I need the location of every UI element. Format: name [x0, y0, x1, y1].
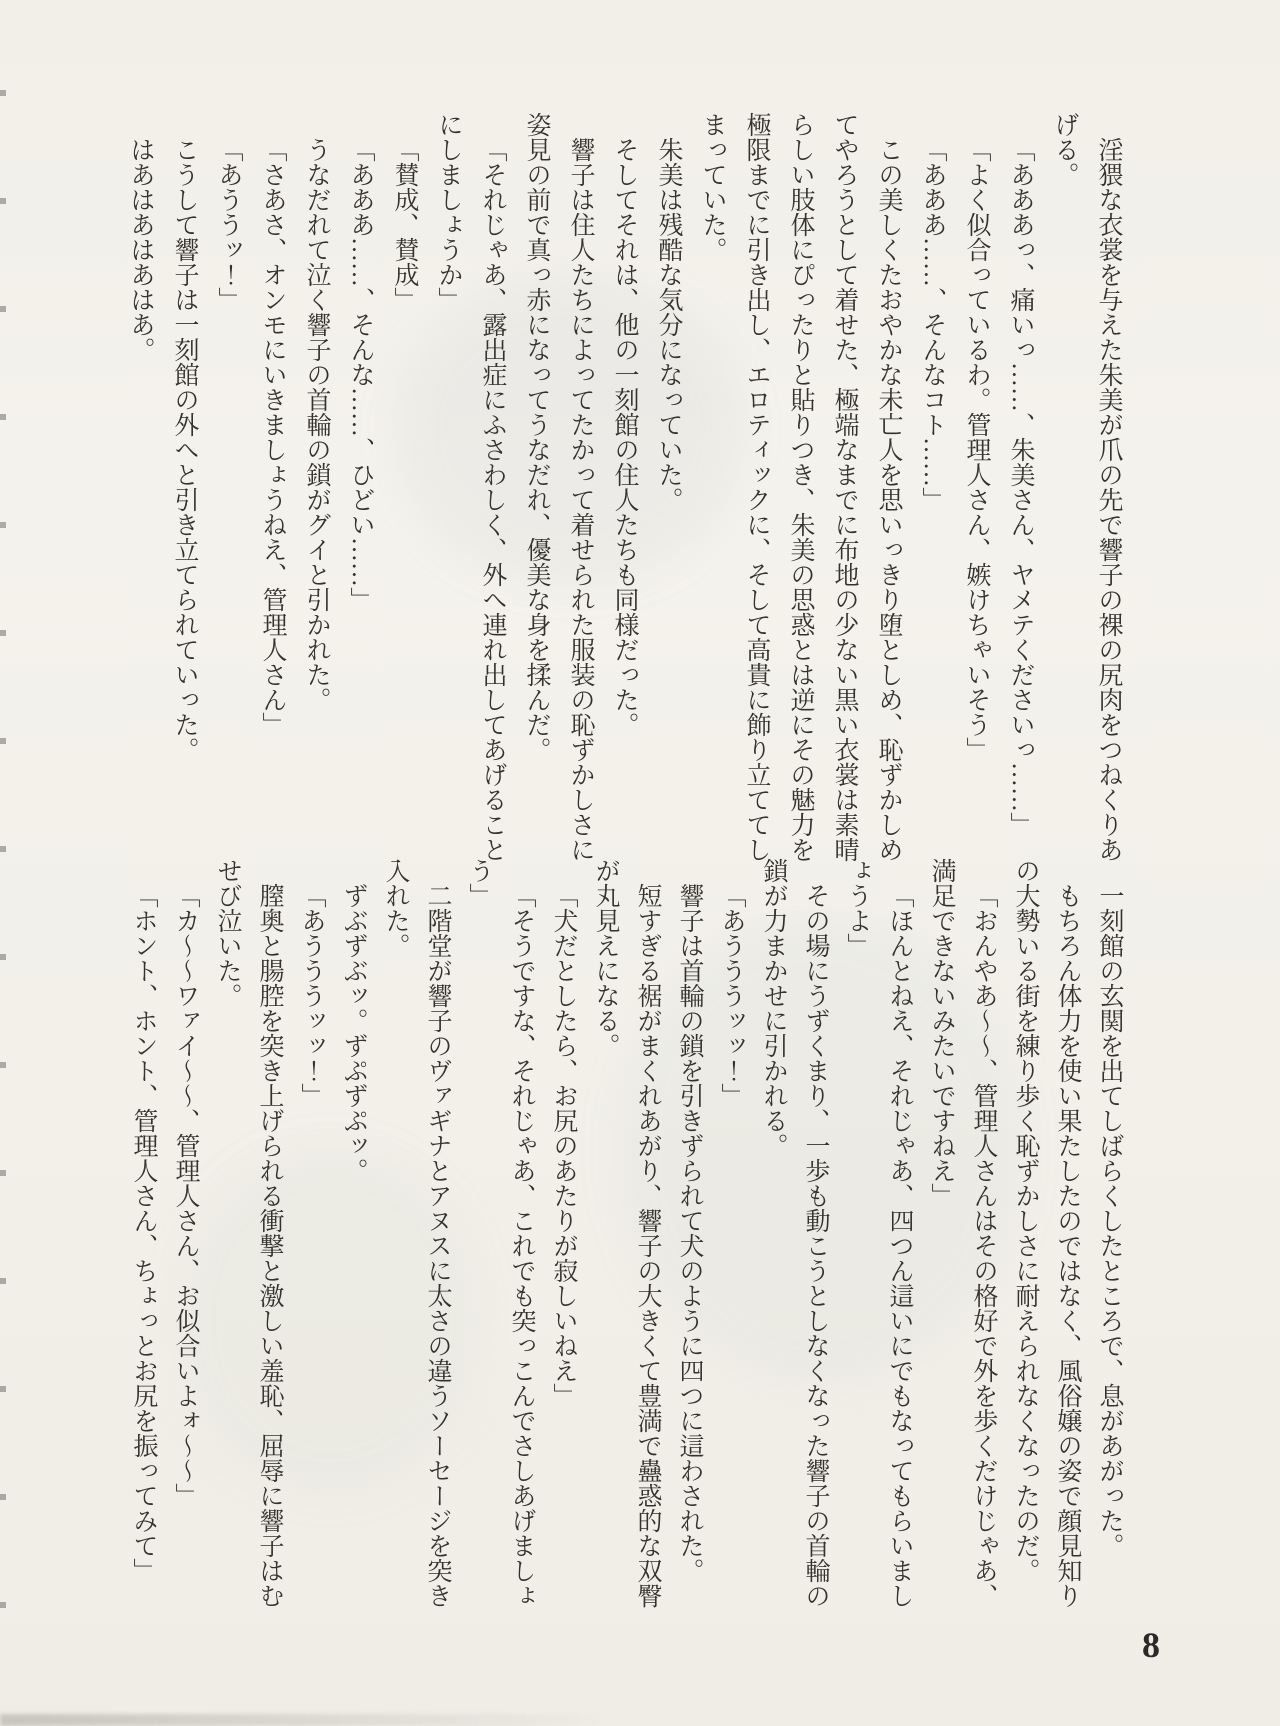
- paragraph: 「ほんとねえ、それじゃあ、四つん這いにでもなってもらいましょうよ」: [844, 858, 913, 1608]
- paragraph: 「ホント、ホント、管理人さん、ちょっとお尻を振ってみて」: [130, 883, 157, 1583]
- paragraph: 膣奥と腸腔を突き上げられる衝撃と激しい羞恥、屈辱に響子はむせび泣いた。: [214, 858, 283, 1608]
- paragraph: 響子は住人たちによってたかって着せられた服装の恥ずかしさに姿見の前で真っ赤になってうなだれ、優美な身を揉んだ。: [523, 112, 594, 862]
- paragraph: 一刻館の玄関を出てしばらくしたところで、息があがった。: [1096, 883, 1123, 1558]
- paragraph: 朱美は残酷な気分になっていた。: [655, 137, 682, 512]
- paragraph: ずぶずぶッ。ずぷずぷッ。: [340, 883, 367, 1183]
- paragraph: 「そうですな、それじゃあ、これでも突っこんでさしあげましょう」: [466, 858, 535, 1608]
- paragraph: 短すぎる裾がまくれあがり、響子の大きくて豊満で蠱惑的な双臀が丸見えになる。: [592, 858, 661, 1608]
- paragraph: 「あああっ、痛いっ……、朱美さん、ヤメテくださいっ……」: [1007, 137, 1034, 837]
- paragraph: 響子は首輪の鎖を引きずられて犬のように四つに這わされた。: [676, 883, 703, 1583]
- paragraph: うなだれて泣く響子の首輪の鎖がグイと引かれた。: [303, 137, 330, 712]
- paragraph: 二階堂が響子のヴァギナとアヌスに太さの違うソーセージを突き入れた。: [382, 858, 451, 1608]
- paragraph: はあはあはあはあ。: [127, 137, 154, 362]
- paragraph: 淫猥な衣裳を与えた朱美が爪の先で響子の裸の尻肉をつねくりあげる。: [1051, 112, 1122, 862]
- paragraph: 「それじゃあ、露出症にふさわしく、外へ連れ出してあげることにしましょうか」: [435, 112, 506, 862]
- scan-bottom-shadow: [0, 1714, 720, 1726]
- paragraph: 「よく似合っているわ。管理人さん、嫉けちゃいそう」: [963, 137, 990, 762]
- paragraph: 「あああ……、そんな……、ひどい……」: [347, 137, 374, 612]
- paragraph: もちろん体力を使い果たしたのではなく、風俗嬢の姿で顔見知りの大勢いる街を練り歩く恥ずかしさに耐えられなくなったのだ。: [1012, 858, 1081, 1608]
- paragraph: 「犬だとしたら、お尻のあたりが寂しいねえ」: [550, 883, 577, 1408]
- top-text-block: [118, 112, 1130, 864]
- scan-edge-artifacts: [0, 90, 6, 1660]
- paragraph: 「賛成、賛成」: [391, 137, 418, 312]
- paragraph: こうして響子は一刻館の外へと引き立てられていった。: [171, 137, 198, 762]
- paragraph: 「あううッ！」: [215, 137, 242, 312]
- paragraph: そしてそれは、他の一刻館の住人たちも同様だった。: [611, 137, 638, 737]
- paragraph: 「あうううッッ！」: [718, 883, 745, 1108]
- paragraph: 「さあさ、オンモにいきましょうねえ、管理人さん」: [259, 137, 286, 737]
- page-number: 8: [1142, 1625, 1160, 1665]
- paragraph: 「あああ……、そんなコト……」: [919, 137, 946, 512]
- paragraph: その場にうずくまり、一歩も動こうとしなくなった響子の首輪の鎖が力まかせに引かれる。: [760, 858, 829, 1608]
- paragraph: この美しくたおやかな未亡人を思いっきり堕としめ、恥ずかしめてやろうとして着せた、極端なまでに布地の少ない黒い衣裳は素晴らしい肢体にぴったりと貼りつき、朱美の思惑とは逆にその魅力を極限までに引き出し、エロティックに、そして高貴に飾り立ててしまっていた。: [699, 112, 902, 862]
- bottom-text-block: [122, 858, 1130, 1610]
- paragraph: 「おんやあ～～、管理人さんはその格好で外を歩くだけじゃあ、満足できないみたいですねえ」: [928, 858, 997, 1608]
- paragraph: 「カ～～ワァイ～～、管理人さん、お似合いよォ～～」: [172, 883, 199, 1508]
- paragraph: 「あうううッッ！」: [298, 883, 325, 1108]
